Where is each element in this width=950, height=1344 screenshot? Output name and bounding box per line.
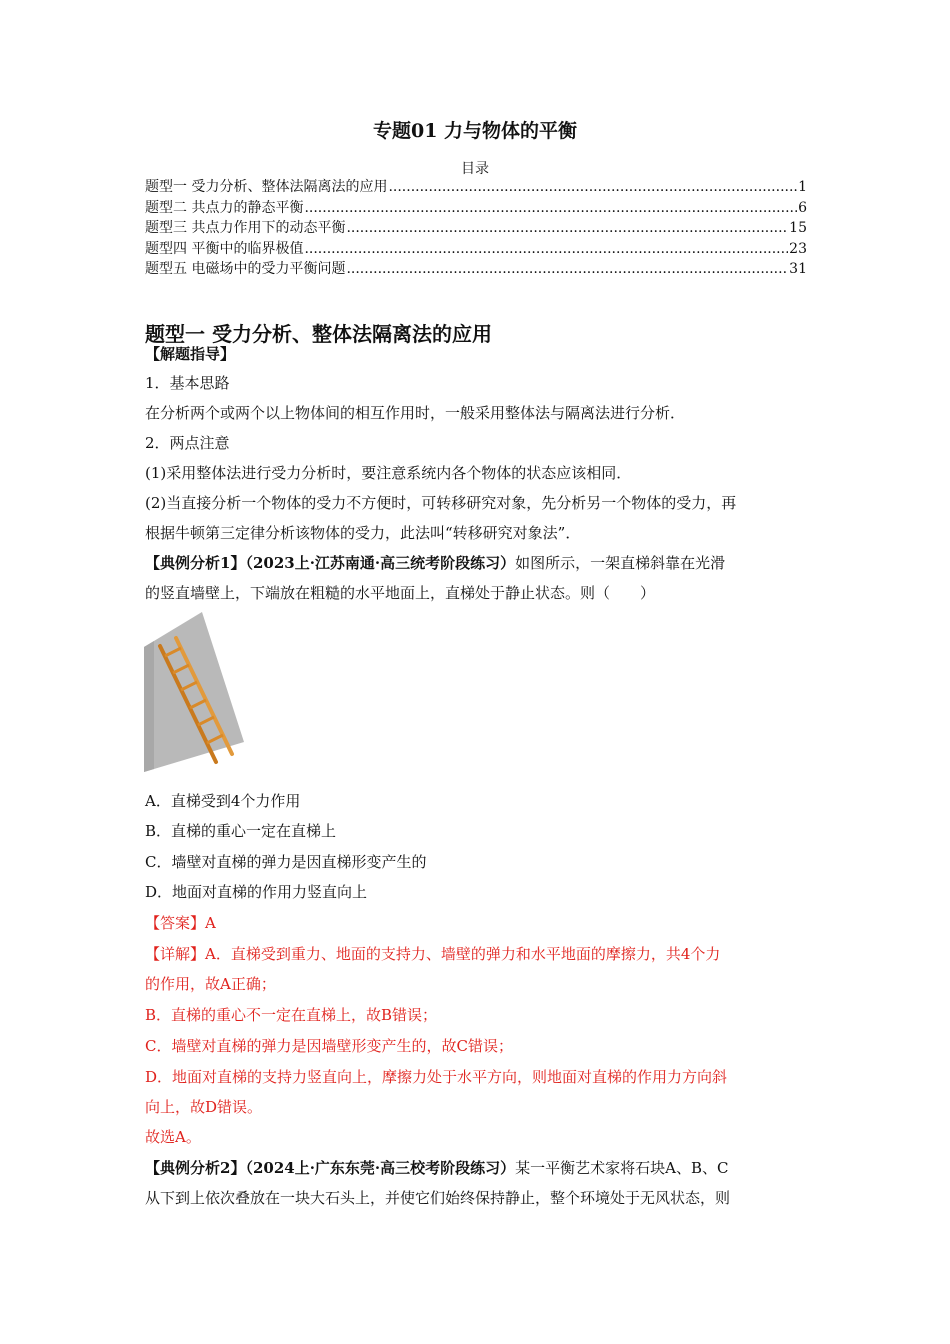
explanation-line: B．直梯的重心不一定在直梯上，故B错误； [145,1006,438,1024]
example-1-stem [145,548,807,578]
toc-entry[interactable] [145,239,807,260]
toc-entry-page: 1 [798,179,807,195]
toc-entry-label: 题型五 电磁场中的受力平衡问题 [145,261,346,277]
guide-paragraph: 2．两点注意 [145,434,230,452]
guide-paragraph: 根据牛顿第三定律分析该物体的受力，此法叫“转移研究对象法”． [145,524,581,542]
example-2-source: （2024上·广东东莞·高三校考阶段练习） [245,1159,516,1177]
guide-paragraph: (2)当直接分析一个物体的受力不方便时，可转移研究对象，先分析另一个物体的受力，再 [145,494,737,512]
option-c[interactable]: C．墙壁对直梯的弹力是因直梯形变产生的 [145,853,427,871]
example-1-stem-line2: 的竖直墙壁上，下端放在粗糙的水平地面上，直梯处于静止状态。则（ ） [145,584,656,602]
section-heading: 题型一 受力分析、整体法隔离法的应用 [145,322,492,346]
example-2-stem-line2: 从下到上依次叠放在一块大石头上，并使它们始终保持静止，整个环境处于无风状态，则 [145,1189,731,1207]
answer-line: 【答案】A [145,914,216,932]
ladder-figure [144,612,244,772]
toc-entry[interactable] [145,259,807,280]
guide-paragraph: 1．基本思路 [145,374,230,392]
toc-entry-label: 题型一 受力分析、整体法隔离法的应用 [145,179,388,195]
wall-shade [144,641,154,772]
explanation-line: 【详解】A．直梯受到重力、地面的支持力、墙壁的弹力和水平地面的摩擦力，共4个力 [145,945,721,963]
toc-heading: 目录 [461,161,489,177]
example-2-stem [145,1153,807,1183]
example-1-stem-text: 如图所示，一架直梯斜靠在光滑 [515,554,726,572]
table-of-contents [145,177,807,280]
option-d[interactable]: D．地面对直梯的作用力竖直向上 [145,883,368,901]
example-2-stem-text: 某一平衡艺术家将石块A、B、C [515,1159,729,1177]
toc-leader-dots [388,177,797,197]
toc-entry[interactable] [145,177,807,198]
example-1-source: （2023上·江苏南通·高三统考阶段练习） [245,554,516,572]
toc-leader-dots [346,218,788,238]
example-2-tag: 【典例分析2】 [145,1159,246,1177]
guide-paragraph: 在分析两个或两个以上物体间的相互作用时，一般采用整体法与隔离法进行分析． [145,404,686,422]
toc-entry[interactable] [145,218,807,239]
explanation-line: 故选A。 [145,1128,201,1146]
toc-entry-label: 题型四 平衡中的临界极值 [145,240,304,257]
toc-entry-page: 6 [798,199,807,216]
guide-paragraph: (1)采用整体法进行受力分析时，要注意系统内各个物体的状态应该相同． [145,464,632,482]
toc-entry-page: 31 [789,261,807,277]
explanation-line: 向上，故D错误。 [145,1098,263,1116]
toc-entry-label: 题型二 共点力的静态平衡 [145,199,304,216]
toc-leader-dots [346,259,788,279]
option-a[interactable]: A．直梯受到4个力作用 [145,792,301,810]
guide-label: 【解题指导】 [145,345,236,363]
toc-entry-page: 15 [789,220,807,236]
toc-entry-label: 题型三 共点力作用下的动态平衡 [145,220,346,236]
explanation-line: C．墙壁对直梯的弹力是因墙壁形变产生的，故C错误； [145,1037,513,1055]
document-title: 专题01 力与物体的平衡 [372,120,578,142]
option-b[interactable]: B．直梯的重心一定在直梯上 [145,822,337,840]
toc-leader-dots [304,198,797,218]
toc-entry-page: 23 [789,240,807,257]
explanation-line: 的作用，故A正确； [145,975,276,993]
toc-leader-dots [304,239,788,259]
explanation-line: D．地面对直梯的支持力竖直向上，摩擦力处于水平方向，则地面对直梯的作用力方向斜 [145,1068,728,1086]
toc-entry[interactable] [145,198,807,219]
example-1-tag: 【典例分析1】 [145,554,246,572]
